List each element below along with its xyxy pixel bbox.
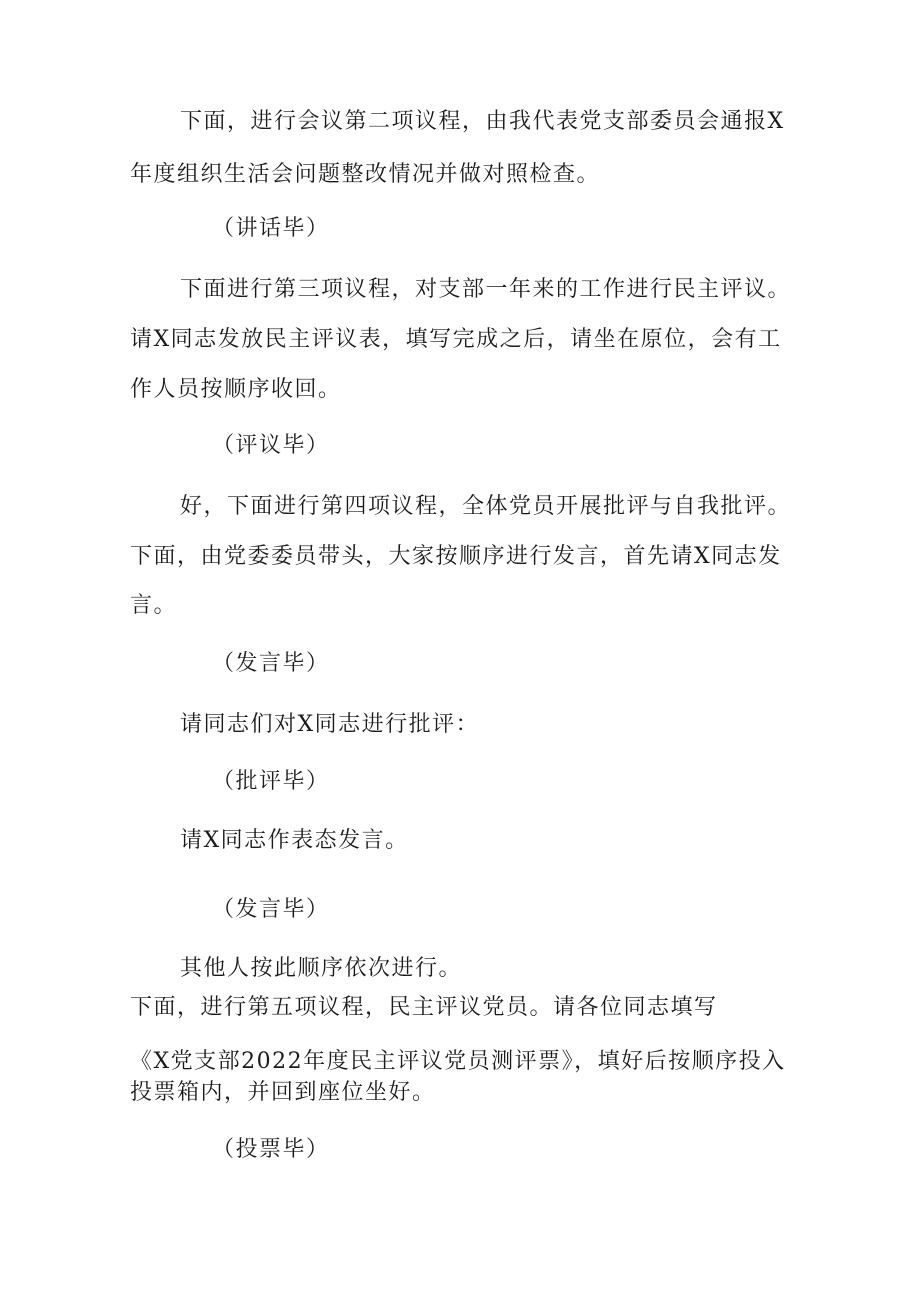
closing-note: （评议毕） [212,433,330,458]
paragraph-line: 投票箱内，并回到座位坐好。 [130,1080,436,1105]
paragraph-line: 好，下面进行第四项议程，全体党员开展批评与自我批评。 [180,494,792,519]
closing-note: （讲话毕） [212,216,330,241]
paragraph-line: 言。 [130,593,178,618]
paragraph-line: 作人员按顺序收回。 [130,377,342,402]
paragraph-line: 下面，由党委委员带头，大家按顺序进行发言，首先请X同志发 [130,544,782,569]
closing-note: （批评毕） [212,769,330,794]
paragraph-line: 请同志们对X同志进行批评： [180,712,480,737]
closing-note: （投票毕） [212,1137,330,1162]
paragraph-line: 下面进行第三项议程，对支部一年来的工作进行民主评议。 [180,277,792,302]
closing-note: （发言毕） [212,897,330,922]
paragraph-line: 其他人按此顺序依次进行。 [180,956,463,981]
paragraph-line: 请X同志发放民主评议表，填写完成之后，请坐在原位，会有工 [130,327,782,352]
paragraph-line: 年度组织生活会问题整改情况并做对照检查。 [130,162,601,187]
paragraph-line: 下面，进行第五项议程，民主评议党员。请各位同志填写 [130,995,718,1020]
paragraph-line: 下面，进行会议第二项议程，由我代表党支部委员会通报X [180,109,785,134]
closing-note: （发言毕） [212,651,330,676]
paragraph-line: 《X党支部2022年度民主评议党员测评票》，填好后按顺序投入 [130,1049,786,1074]
paragraph-line: 请X同志作表态发言。 [180,828,409,853]
